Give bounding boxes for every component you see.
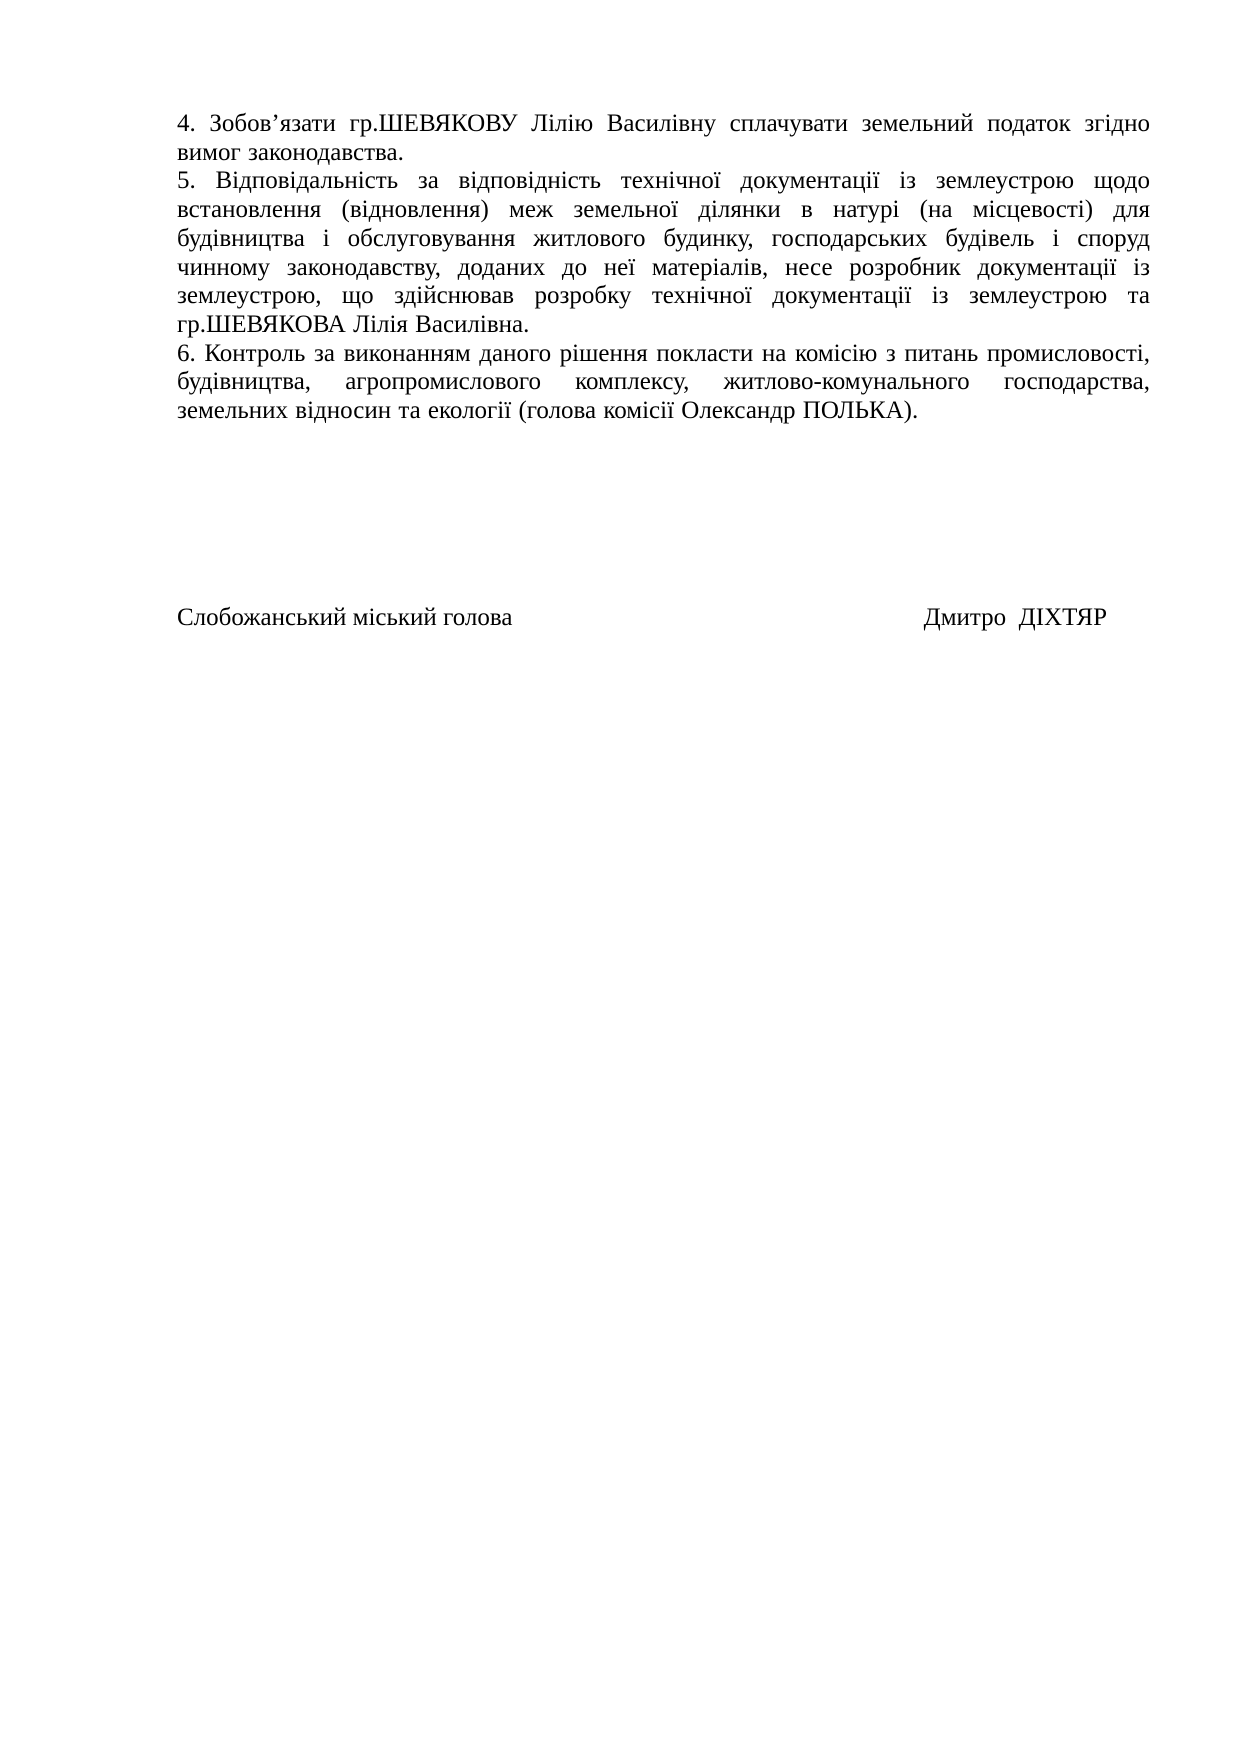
paragraph-item-4: 4. Зобов’язати гр.ШЕВЯКОВУ Лілію Василівну сплачувати земельний податок згідно вимог законодавства. [177,110,1150,166]
document-body [177,110,1150,426]
signature-row [177,604,1150,633]
signature-title: Слобожанський міський голова [177,604,513,631]
paragraph-item-5: 5. Відповідальність за відповідність технічної документації із землеустрою щодо встановлення (відновлення) меж земельної ділянки в натурі (на місцевості) для будівництва і обслуговування житлового будинку, господарських будівель і споруд чинному законодавству, доданих до неї матеріалів, несе розробник документації із землеустрою, що здійснював розробку технічної документації із землеустрою та гр.ШЕВЯКОВА Лілія Василівна. [177,167,1150,338]
signature-name: Дмитро ДІХТЯР [923,604,1107,631]
paragraph-item-6: 6. Контроль за виконанням даного рішення покласти на комісію з питань промисловості, будівництва, агропромислового комплексу, житлово-комунального господарства, земельних відносин та екології (голова комісії Олександр ПОЛЬКА). [177,339,1150,425]
